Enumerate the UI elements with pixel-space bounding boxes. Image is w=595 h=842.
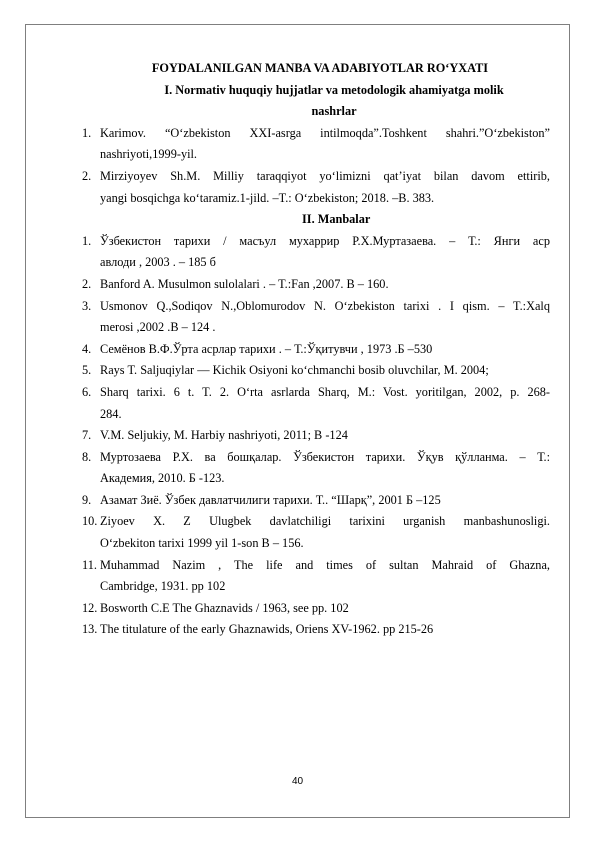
reference-item (82, 274, 550, 296)
reference-number: 7. (82, 428, 92, 443)
reference-text-line: Академия, 2010. Б -123. (100, 471, 225, 486)
reference-number: 6. (82, 384, 92, 399)
reference-number: 13. (82, 622, 98, 637)
reference-text-line: Азамат Зиё. Ўзбек давлатчилиги тарихи. Т.. “Шарқ”, 2001 Б –125 (100, 492, 441, 507)
reference-item (82, 360, 550, 382)
reference-text-line: авлоди , 2003 . – 185 б (100, 255, 216, 270)
reference-item (82, 425, 550, 447)
reference-number: 11. (82, 557, 97, 572)
reference-item (82, 490, 550, 512)
section-1-heading-line-1: I. Normativ huquqiy hujjatlar va metodologik ahamiyatga molik (164, 82, 504, 97)
section-2-heading: II. Manbalar (302, 212, 371, 227)
reference-text-line: Muhammad Nazim , The life and times of sultan Mahraid of Ghazna, (100, 557, 550, 572)
reference-text-line: 284. (100, 406, 122, 421)
reference-item (82, 166, 550, 209)
reference-item (82, 231, 550, 274)
reference-number: 1. (82, 233, 92, 248)
reference-text-line: O‘zbekiton tarixi 1999 yil 1-son B – 156. (100, 536, 304, 551)
reference-text-line: Karimov. “O‘zbekiston XXI-asrga intilmoqda”.Toshkent shahri.”O‘zbekiston” (100, 125, 550, 140)
reference-number: 9. (82, 492, 92, 507)
reference-number: 12. (82, 600, 98, 615)
reference-item (82, 123, 550, 166)
reference-text-line: Sharq tarixi. 6 t. T. 2. O‘rta asrlarda Sharq, M.: Vost. yoritilgan, 2002, p. 268- (100, 384, 550, 399)
reference-item (82, 447, 550, 490)
reference-number: 4. (82, 341, 92, 356)
reference-text-line: Usmonov Q.,Sodiqov N.,Oblomurodov N. O‘zbekiston tarixi . I qism. – T.:Xalq (100, 298, 550, 313)
section-2-list (82, 231, 550, 641)
reference-item (82, 619, 550, 641)
reference-number: 2. (82, 168, 92, 183)
reference-item (82, 382, 550, 425)
reference-text-line: Banford A. Musulmon sulolalari . – T.:Fan ,2007. B – 160. (100, 276, 389, 291)
reference-text-line: Семёнов В.Ф.Ўрта асрлар тарихи . – Т.:Ўқитувчи , 1973 .Б –530 (100, 341, 433, 356)
reference-text-line: Bosworth C.E The Ghaznavids / 1963, see pp. 102 (100, 600, 349, 615)
reference-number: 3. (82, 298, 92, 313)
section-1-heading (118, 80, 550, 123)
section-1-heading-line-2: nashrlar (311, 104, 357, 119)
reference-text-line: The titulature of the early Ghaznawids, Oriens XV-1962. pp 215-26 (100, 622, 434, 637)
reference-text-line: Ўзбекистон тарихи / масъул мухаррир Р.Х.Муртазаева. – Т.: Янги аср (100, 233, 550, 248)
reference-item (82, 511, 550, 554)
page-title: FOYDALANILGAN MANBA VA ADABIYOTLAR RO‘YXATI (151, 61, 489, 75)
reference-text-line: nashriyoti,1999-yil. (100, 147, 198, 162)
reference-text-line: merosi ,2002 .B – 124 . (100, 320, 216, 335)
reference-item (82, 296, 550, 339)
reference-text-line: Rays T. Saljuqiylar — Kichik Osiyoni ko‘chmanchi bosib oluvchilar, M. 2004; (100, 363, 489, 378)
reference-item (82, 598, 550, 620)
reference-number: 2. (82, 276, 92, 291)
reference-text-line: yangi bosqichga ko‘taramiz.1-jild. –T.: O‘zbekiston; 2018. –B. 383. (100, 190, 435, 205)
reference-text-line: Муртозаева Р.Х. ва бошқалар. Ўзбекистон тарихи. Ўқув қўлланма. – Т.: (100, 449, 550, 464)
reference-item (82, 555, 550, 598)
reference-number: 10. (82, 514, 98, 529)
document-body (82, 58, 550, 641)
reference-number: 5. (82, 363, 92, 378)
reference-number: 8. (82, 449, 92, 464)
reference-item (82, 339, 550, 361)
reference-text-line: V.M. Seljukiy, M. Harbiy nashriyoti, 2011; B -124 (100, 428, 348, 443)
section-1-list (82, 123, 550, 209)
reference-text-line: Mirziyoyev Sh.M. Milliy taraqqiyot yo‘limizni qat’iyat bilan davom ettirib, (100, 168, 550, 183)
reference-text-line: Cambridge, 1931. pp 102 (100, 579, 226, 594)
reference-text-line: Ziyoev X. Z Ulugbek davlatchiligi tarixini urganish manbashunosligi. (100, 514, 550, 529)
page-number: 40 (291, 776, 304, 787)
reference-number: 1. (82, 125, 92, 140)
